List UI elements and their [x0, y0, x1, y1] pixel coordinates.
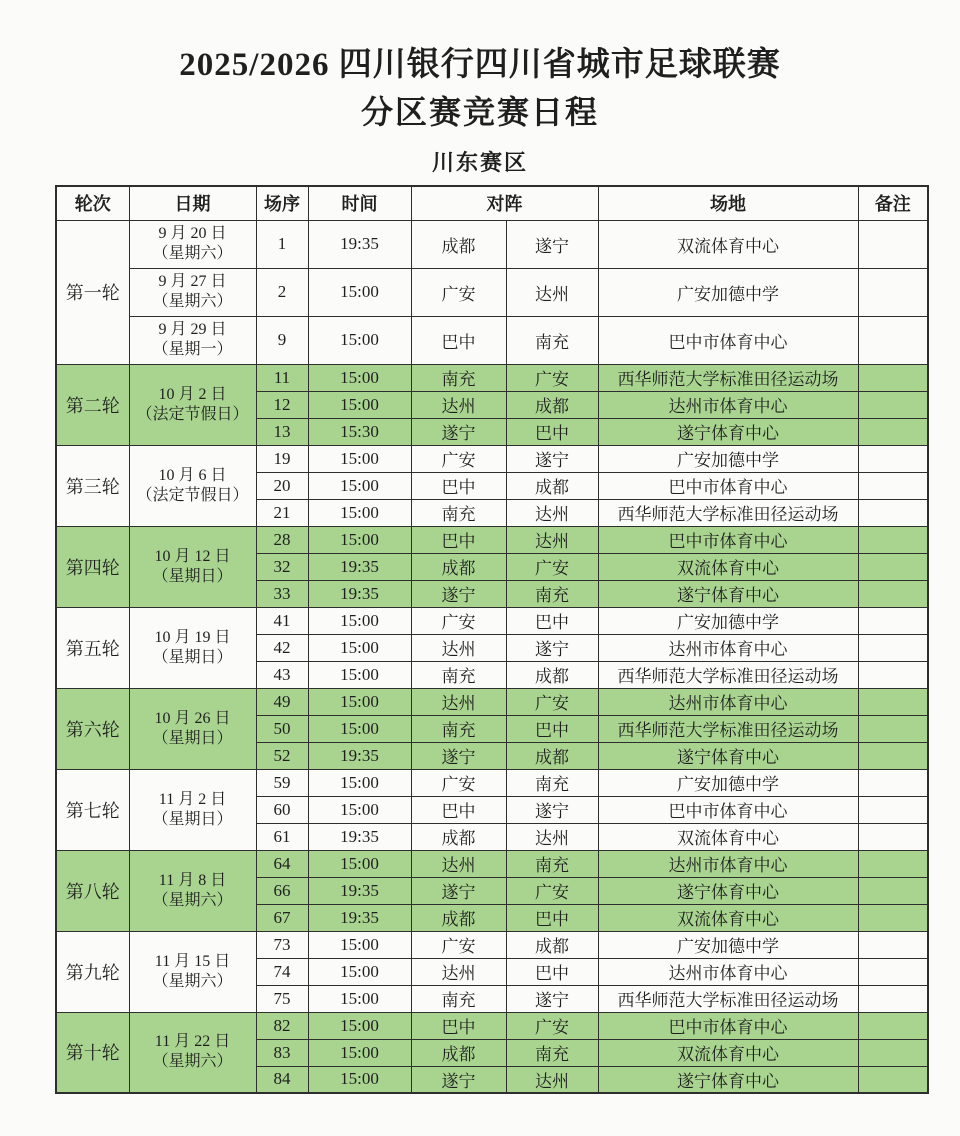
- date-line1: 9 月 20 日: [158, 225, 227, 242]
- date-line1: 9 月 29 日: [158, 321, 227, 338]
- venue-cell: 西华师范大学标准田径运动场: [598, 364, 858, 391]
- away-team-cell: 达州: [506, 1066, 598, 1093]
- time-cell: 15:00: [308, 688, 411, 715]
- time-cell: 19:35: [308, 742, 411, 769]
- match-no-cell: 61: [256, 823, 308, 850]
- away-team-cell: 巴中: [506, 715, 598, 742]
- time-cell: 19:35: [308, 580, 411, 607]
- home-team-cell: 南充: [411, 985, 506, 1012]
- venue-cell: 达州市体育中心: [598, 850, 858, 877]
- date-line2: （星期六）: [152, 1053, 233, 1071]
- date-line1: 10 月 26 日: [154, 709, 231, 727]
- away-team-cell: 成都: [506, 661, 598, 688]
- home-team-cell: 成都: [411, 823, 506, 850]
- away-team-cell: 南充: [506, 850, 598, 877]
- remark-cell: [858, 445, 928, 472]
- time-cell: 19:35: [308, 877, 411, 904]
- round-name-cell: 第四轮: [56, 526, 129, 607]
- away-team-cell: 达州: [506, 499, 598, 526]
- time-cell: 15:00: [308, 499, 411, 526]
- venue-cell: 广安加德中学: [598, 769, 858, 796]
- date-line2: （星期日）: [152, 729, 233, 747]
- home-team-cell: 南充: [411, 364, 506, 391]
- date-line1: 11 月 22 日: [154, 1033, 231, 1051]
- time-cell: 19:35: [308, 823, 411, 850]
- date-line1: 11 月 2 日: [158, 790, 227, 808]
- date-line1: 10 月 19 日: [154, 628, 231, 646]
- schedule-body: [56, 220, 928, 1093]
- away-team-cell: 巴中: [506, 904, 598, 931]
- match-no-cell: 21: [256, 499, 308, 526]
- time-cell: 19:35: [308, 553, 411, 580]
- match-row: [56, 607, 928, 634]
- venue-cell: 巴中市体育中心: [598, 796, 858, 823]
- match-no-cell: 41: [256, 607, 308, 634]
- remark-cell: [858, 580, 928, 607]
- remark-cell: [858, 823, 928, 850]
- venue-cell: 巴中市体育中心: [598, 1012, 858, 1039]
- remark-cell: [858, 220, 928, 268]
- match-no-cell: 74: [256, 958, 308, 985]
- time-cell: 15:00: [308, 391, 411, 418]
- away-team-cell: 巴中: [506, 418, 598, 445]
- home-team-cell: 遂宁: [411, 742, 506, 769]
- remark-cell: [858, 715, 928, 742]
- date-line2: （星期六）: [152, 245, 233, 262]
- venue-cell: 遂宁体育中心: [598, 1066, 858, 1093]
- home-team-cell: 成都: [411, 904, 506, 931]
- match-row: [56, 364, 928, 391]
- home-team-cell: 遂宁: [411, 418, 506, 445]
- venue-cell: 西华师范大学标准田径运动场: [598, 661, 858, 688]
- round-name-cell: 第五轮: [56, 607, 129, 688]
- home-team-cell: 达州: [411, 688, 506, 715]
- home-team-cell: 广安: [411, 268, 506, 316]
- home-team-cell: 成都: [411, 1039, 506, 1066]
- match-no-cell: 50: [256, 715, 308, 742]
- venue-cell: 巴中市体育中心: [598, 526, 858, 553]
- date-cell: [129, 316, 256, 364]
- away-team-cell: 遂宁: [506, 220, 598, 268]
- remark-cell: [858, 877, 928, 904]
- date-cell: [129, 268, 256, 316]
- venue-cell: 遂宁体育中心: [598, 742, 858, 769]
- venue-cell: 双流体育中心: [598, 904, 858, 931]
- away-team-cell: 遂宁: [506, 634, 598, 661]
- match-no-cell: 73: [256, 931, 308, 958]
- time-cell: 15:00: [308, 634, 411, 661]
- time-cell: 15:30: [308, 418, 411, 445]
- round-name-cell: 第八轮: [56, 850, 129, 931]
- away-team-cell: 巴中: [506, 958, 598, 985]
- home-team-cell: 巴中: [411, 472, 506, 499]
- date-line2: （星期一）: [152, 341, 233, 358]
- time-cell: 15:00: [308, 661, 411, 688]
- remark-cell: [858, 796, 928, 823]
- col-header-matchup: 对阵: [411, 186, 598, 220]
- date-line2: （法定节假日）: [136, 486, 249, 504]
- date-cell: [129, 931, 256, 1012]
- venue-cell: 广安加德中学: [598, 268, 858, 316]
- match-no-cell: 83: [256, 1039, 308, 1066]
- date-line2: （星期六）: [152, 293, 233, 310]
- match-row: [56, 526, 928, 553]
- time-cell: 19:35: [308, 220, 411, 268]
- home-team-cell: 广安: [411, 931, 506, 958]
- venue-cell: 遂宁体育中心: [598, 418, 858, 445]
- home-team-cell: 南充: [411, 661, 506, 688]
- remark-cell: [858, 553, 928, 580]
- away-team-cell: 南充: [506, 1039, 598, 1066]
- remark-cell: [858, 499, 928, 526]
- away-team-cell: 南充: [506, 769, 598, 796]
- date-line1: 11 月 8 日: [158, 871, 227, 889]
- venue-cell: 双流体育中心: [598, 1039, 858, 1066]
- col-header-time: 时间: [308, 186, 411, 220]
- match-no-cell: 66: [256, 877, 308, 904]
- home-team-cell: 遂宁: [411, 877, 506, 904]
- match-no-cell: 84: [256, 1066, 308, 1093]
- match-no-cell: 52: [256, 742, 308, 769]
- away-team-cell: 遂宁: [506, 445, 598, 472]
- home-team-cell: 巴中: [411, 316, 506, 364]
- away-team-cell: 达州: [506, 268, 598, 316]
- section-title: 川东赛区: [431, 150, 528, 175]
- home-team-cell: 成都: [411, 553, 506, 580]
- away-team-cell: 成都: [506, 472, 598, 499]
- remark-cell: [858, 1012, 928, 1039]
- venue-cell: 达州市体育中心: [598, 391, 858, 418]
- match-no-cell: 1: [256, 220, 308, 268]
- date-cell: [129, 1012, 256, 1093]
- time-cell: 15:00: [308, 526, 411, 553]
- time-cell: 15:00: [308, 1039, 411, 1066]
- time-cell: 15:00: [308, 364, 411, 391]
- match-no-cell: 64: [256, 850, 308, 877]
- home-team-cell: 遂宁: [411, 580, 506, 607]
- match-no-cell: 13: [256, 418, 308, 445]
- match-no-cell: 49: [256, 688, 308, 715]
- match-no-cell: 60: [256, 796, 308, 823]
- away-team-cell: 巴中: [506, 607, 598, 634]
- round-name-cell: 第三轮: [56, 445, 129, 526]
- home-team-cell: 达州: [411, 850, 506, 877]
- date-line1: 9 月 27 日: [158, 273, 227, 290]
- date-cell: [129, 220, 256, 268]
- round-name-cell: 第二轮: [56, 364, 129, 445]
- home-team-cell: 南充: [411, 499, 506, 526]
- match-no-cell: 43: [256, 661, 308, 688]
- match-row: [56, 268, 928, 316]
- date-cell: [129, 445, 256, 526]
- match-row: [56, 445, 928, 472]
- match-no-cell: 28: [256, 526, 308, 553]
- time-cell: 15:00: [308, 1066, 411, 1093]
- venue-cell: 达州市体育中心: [598, 634, 858, 661]
- match-row: [56, 850, 928, 877]
- remark-cell: [858, 1039, 928, 1066]
- date-line2: （星期日）: [152, 810, 233, 828]
- remark-cell: [858, 526, 928, 553]
- match-no-cell: 9: [256, 316, 308, 364]
- time-cell: 15:00: [308, 796, 411, 823]
- home-team-cell: 广安: [411, 769, 506, 796]
- date-line2: （法定节假日）: [136, 405, 249, 423]
- remark-cell: [858, 850, 928, 877]
- date-line1: 10 月 6 日: [158, 466, 227, 484]
- match-row: [56, 316, 928, 364]
- away-team-cell: 广安: [506, 688, 598, 715]
- away-team-cell: 广安: [506, 877, 598, 904]
- date-line1: 11 月 15 日: [154, 952, 231, 970]
- venue-cell: 广安加德中学: [598, 931, 858, 958]
- match-no-cell: 19: [256, 445, 308, 472]
- time-cell: 15:00: [308, 769, 411, 796]
- remark-cell: [858, 316, 928, 364]
- col-header-venue: 场地: [598, 186, 858, 220]
- remark-cell: [858, 391, 928, 418]
- remark-cell: [858, 769, 928, 796]
- home-team-cell: 遂宁: [411, 1066, 506, 1093]
- away-team-cell: 遂宁: [506, 796, 598, 823]
- away-team-cell: 成都: [506, 391, 598, 418]
- home-team-cell: 南充: [411, 715, 506, 742]
- time-cell: 15:00: [308, 850, 411, 877]
- venue-cell: 广安加德中学: [598, 607, 858, 634]
- date-cell: [129, 688, 256, 769]
- venue-cell: 双流体育中心: [598, 220, 858, 268]
- round-name-cell: 第一轮: [56, 220, 129, 364]
- date-cell: [129, 364, 256, 445]
- away-team-cell: 南充: [506, 316, 598, 364]
- home-team-cell: 广安: [411, 607, 506, 634]
- date-line1: 10 月 12 日: [154, 547, 231, 565]
- remark-cell: [858, 958, 928, 985]
- venue-cell: 广安加德中学: [598, 445, 858, 472]
- time-cell: 15:00: [308, 985, 411, 1012]
- date-line1: 10 月 2 日: [158, 385, 227, 403]
- page-subtitle: 分区赛竞赛日程: [360, 94, 599, 130]
- home-team-cell: 巴中: [411, 1012, 506, 1039]
- home-team-cell: 达州: [411, 958, 506, 985]
- header-row: [56, 186, 928, 220]
- venue-cell: 遂宁体育中心: [598, 877, 858, 904]
- home-team-cell: 成都: [411, 220, 506, 268]
- match-no-cell: 75: [256, 985, 308, 1012]
- match-row: [56, 769, 928, 796]
- venue-cell: 达州市体育中心: [598, 958, 858, 985]
- venue-cell: 双流体育中心: [598, 553, 858, 580]
- match-no-cell: 12: [256, 391, 308, 418]
- time-cell: 15:00: [308, 958, 411, 985]
- time-cell: 19:35: [308, 904, 411, 931]
- time-cell: 15:00: [308, 445, 411, 472]
- away-team-cell: 广安: [506, 1012, 598, 1039]
- venue-cell: 西华师范大学标准田径运动场: [598, 985, 858, 1012]
- match-no-cell: 20: [256, 472, 308, 499]
- match-row: [56, 931, 928, 958]
- col-header-remark: 备注: [858, 186, 928, 220]
- date-cell: [129, 769, 256, 850]
- home-team-cell: 巴中: [411, 796, 506, 823]
- match-row: [56, 1012, 928, 1039]
- col-header-match-no: 场序: [256, 186, 308, 220]
- time-cell: 15:00: [308, 472, 411, 499]
- schedule-table: [55, 185, 929, 1094]
- away-team-cell: 广安: [506, 364, 598, 391]
- remark-cell: [858, 661, 928, 688]
- remark-cell: [858, 742, 928, 769]
- round-name-cell: 第六轮: [56, 688, 129, 769]
- match-no-cell: 2: [256, 268, 308, 316]
- venue-cell: 巴中市体育中心: [598, 472, 858, 499]
- match-no-cell: 11: [256, 364, 308, 391]
- match-no-cell: 59: [256, 769, 308, 796]
- venue-cell: 双流体育中心: [598, 823, 858, 850]
- venue-cell: 达州市体育中心: [598, 688, 858, 715]
- remark-cell: [858, 634, 928, 661]
- remark-cell: [858, 268, 928, 316]
- round-name-cell: 第七轮: [56, 769, 129, 850]
- remark-cell: [858, 472, 928, 499]
- round-name-cell: 第九轮: [56, 931, 129, 1012]
- date-line2: （星期日）: [152, 648, 233, 666]
- col-header-date: 日期: [129, 186, 256, 220]
- match-row: [56, 220, 928, 268]
- remark-cell: [858, 904, 928, 931]
- time-cell: 15:00: [308, 715, 411, 742]
- date-line2: （星期日）: [152, 567, 233, 585]
- remark-cell: [858, 688, 928, 715]
- away-team-cell: 广安: [506, 553, 598, 580]
- date-line2: （星期六）: [152, 891, 233, 909]
- venue-cell: 巴中市体育中心: [598, 316, 858, 364]
- away-team-cell: 达州: [506, 823, 598, 850]
- remark-cell: [858, 418, 928, 445]
- time-cell: 15:00: [308, 268, 411, 316]
- date-cell: [129, 850, 256, 931]
- home-team-cell: 达州: [411, 391, 506, 418]
- date-cell: [129, 607, 256, 688]
- time-cell: 15:00: [308, 316, 411, 364]
- remark-cell: [858, 607, 928, 634]
- time-cell: 15:00: [308, 1012, 411, 1039]
- time-cell: 15:00: [308, 931, 411, 958]
- home-team-cell: 达州: [411, 634, 506, 661]
- match-row: [56, 688, 928, 715]
- remark-cell: [858, 364, 928, 391]
- match-no-cell: 33: [256, 580, 308, 607]
- away-team-cell: 南充: [506, 580, 598, 607]
- date-cell: [129, 526, 256, 607]
- match-no-cell: 42: [256, 634, 308, 661]
- page-title: 2025/2026 四川银行四川省城市足球联赛: [179, 47, 781, 83]
- match-no-cell: 32: [256, 553, 308, 580]
- remark-cell: [858, 1066, 928, 1093]
- round-name-cell: 第十轮: [56, 1012, 129, 1093]
- time-cell: 15:00: [308, 607, 411, 634]
- venue-cell: 遂宁体育中心: [598, 580, 858, 607]
- home-team-cell: 广安: [411, 445, 506, 472]
- home-team-cell: 巴中: [411, 526, 506, 553]
- remark-cell: [858, 931, 928, 958]
- match-no-cell: 82: [256, 1012, 308, 1039]
- match-no-cell: 67: [256, 904, 308, 931]
- remark-cell: [858, 985, 928, 1012]
- away-team-cell: 成都: [506, 931, 598, 958]
- away-team-cell: 遂宁: [506, 985, 598, 1012]
- col-header-round: 轮次: [56, 186, 129, 220]
- venue-cell: 西华师范大学标准田径运动场: [598, 499, 858, 526]
- away-team-cell: 达州: [506, 526, 598, 553]
- venue-cell: 西华师范大学标准田径运动场: [598, 715, 858, 742]
- away-team-cell: 成都: [506, 742, 598, 769]
- date-line2: （星期六）: [152, 972, 233, 990]
